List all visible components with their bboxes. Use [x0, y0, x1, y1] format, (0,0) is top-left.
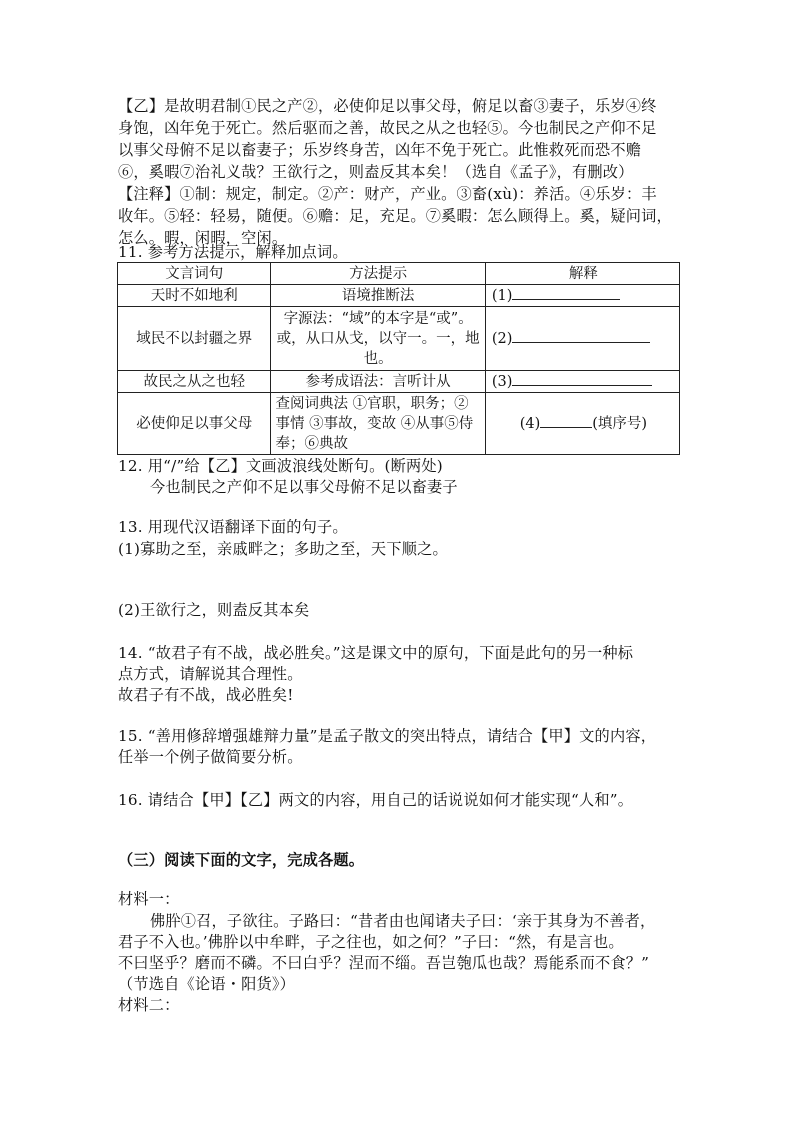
table-row — [118, 307, 680, 371]
material-label: 材料二： — [118, 996, 180, 1014]
material-1-source: （节选自《论语・阳货》） — [118, 975, 296, 993]
method-cell: 字源法：“域”的本字是“或”。或，从口从戈，以守一。一，地也。 — [271, 307, 485, 371]
header-cell: 解释 — [485, 263, 679, 285]
answer-cell[interactable] — [485, 285, 679, 307]
question-12-sentence: 今也制民之产仰不足以事父母俯不足以畜妻子 — [150, 478, 458, 496]
phrase-cell: 域民不以封疆之界 — [118, 307, 271, 371]
question-11-prompt: 11. 参考方法提示，解释加点词。 — [118, 243, 348, 261]
answer-number: (4) — [519, 416, 541, 432]
answer-number: (3) — [491, 374, 513, 390]
question-15-line: 任举一个例子做简要分析。 — [118, 748, 303, 766]
question-13-prompt: 13. 用现代汉语翻译下面的句子。 — [118, 518, 348, 536]
question-16-line: 16. 请结合【甲】【乙】两文的内容，用自己的话说说如何才能实现“人和”。 — [118, 791, 634, 809]
answer-cell[interactable] — [485, 371, 679, 393]
phrase-cell: 故民之从之也轻 — [118, 371, 271, 393]
method-table — [117, 262, 680, 455]
answer-blank[interactable] — [512, 371, 652, 386]
material-1-line: 不曰坚乎？磨而不磷。不曰白乎？涅而不缁。吾岂匏瓜也哉？焉能系而不食？” — [118, 954, 650, 972]
answer-blank[interactable] — [512, 328, 650, 343]
answer-blank[interactable] — [540, 413, 592, 428]
method-cell: 查阅词典法 ①官职，职务；②事情 ③事故，变故 ④从事⑤侍奉；⑥典故 — [271, 393, 485, 455]
question-12-prompt: 12. 用“/”给【乙】文画波浪线处断句。(断两处) — [118, 457, 443, 475]
phrase-cell: 必使仰足以事父母 — [118, 393, 271, 455]
table-row — [118, 285, 680, 307]
header-cell: 方法提示 — [271, 263, 485, 285]
phrase-cell: 天时不如地利 — [118, 285, 271, 307]
question-13-item-1: (1)寡助之至，亲戚畔之；多助之至，天下顺之。 — [118, 540, 448, 558]
table-header-row — [118, 263, 680, 285]
annotation-line: 收年。⑤轻：轻易，随便。⑥赡：足，充足。⑦奚暇：怎么顾得上。奚，疑问词， — [118, 207, 672, 225]
question-14-line: 点方式，请解说其合理性。 — [118, 665, 303, 683]
table-row — [118, 393, 680, 455]
yi-passage-line: 身饱，凶年免于死亡。然后驱而之善，故民之从之也轻⑤。今也制民之产仰不足 — [118, 119, 657, 137]
yi-passage-line: 【乙】是故明君制①民之产②，必使仰足以事父母，俯足以畜③妻子，乐岁④终 — [118, 97, 657, 115]
answer-cell[interactable] — [485, 393, 679, 455]
yi-passage-line: ⑥，奚暇⑦治礼义哉？王欲行之，则盍反其本矣！（选自《孟子》，有删改） — [118, 163, 634, 181]
material-1-line: 佛肸①召，子欲往。子路曰：“昔者由也闻诸夫子曰：‘亲于其身为不善者， — [150, 912, 656, 930]
table-row — [118, 371, 680, 393]
header-cell: 文言词句 — [118, 263, 271, 285]
question-15-line: 15. “善用修辞增强雄辩力量”是孟子散文的突出特点，请结合【甲】文的内容， — [118, 727, 657, 745]
question-14-line: 故君子有不战，战必胜矣! — [118, 686, 294, 704]
annotation-line: 【注释】①制：规定，制定。②产：财产，产业。③畜(xù)：养活。④乐岁：丰 — [118, 185, 657, 203]
question-14-line: 14. “故君子有不战，战必胜矣。”这是课文中的原句，下面是此句的另一种标 — [118, 644, 634, 662]
section-heading: （三）阅读下面的文字，完成各题。 — [118, 851, 365, 869]
material-1-line: 君子不入也。’佛肸以中牟畔，子之往也，如之何？”子曰：“然，有是言也。 — [118, 933, 624, 951]
method-cell: 语境推断法 — [271, 285, 485, 307]
answer-number: (2) — [491, 331, 513, 347]
answer-blank[interactable] — [512, 285, 620, 300]
question-13-item-2: (2)王欲行之，则盍反其本矣 — [118, 601, 310, 619]
answer-cell[interactable] — [485, 307, 679, 371]
yi-passage-line: 以事父母俯不足以畜妻子；乐岁终身苦，凶年不免于死亡。此惟救死而恐不赡 — [118, 141, 642, 159]
answer-number: (1) — [491, 288, 513, 304]
answer-hint: (填序号) — [592, 416, 648, 432]
material-label: 材料一： — [118, 890, 180, 908]
method-cell: 参考成语法：言听计从 — [271, 371, 485, 393]
annotation-line: 怎么。暇，闲暇，空闲。 — [118, 229, 288, 247]
